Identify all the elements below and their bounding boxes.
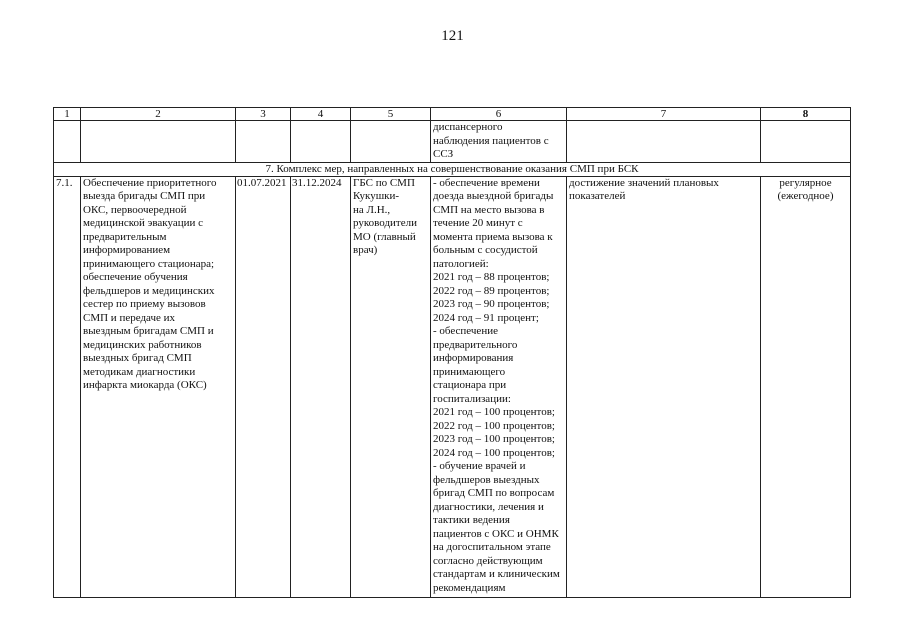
- measure-description: Обеспечение приоритетного выезда бригады СМП при ОКС, первоочередной медицинской эвакуации с предварительным информированием принимающего стационара; обеспечение обучения фельдшеров и медицинских сестер по приему вызовов СМП и передаче их выездным бригадам СМП и медицинских работников выездных бригад СМП методикам диагностики инфаркта миокарда (ОКС): [81, 176, 236, 597]
- indicator: достижение значений плановых показателей: [567, 176, 761, 597]
- table-row-continued: [54, 121, 851, 163]
- header-col-2: 2: [81, 108, 236, 121]
- header-col-3: 3: [236, 108, 291, 121]
- periodicity: регулярное (ежегодное): [761, 176, 851, 597]
- continued-result-cell: диспансерного наблюдения пациентов с ССЗ: [431, 121, 567, 163]
- row-number: 7.1.: [54, 176, 81, 597]
- cell-empty: [567, 121, 761, 163]
- header-col-1: 1: [54, 108, 81, 121]
- table-header-row: [54, 108, 851, 121]
- section-title: 7. Комплекс мер, направленных на совершенствование оказания СМП при БСК: [54, 162, 851, 176]
- responsible-person: ГБС по СМП Кукушки- на Л.Н., руководители МО (главный врач): [351, 176, 431, 597]
- cell-empty: [761, 121, 851, 163]
- header-col-4: 4: [291, 108, 351, 121]
- header-col-7: 7: [567, 108, 761, 121]
- start-date: 01.07.2021: [236, 176, 291, 597]
- cell-empty: [54, 121, 81, 163]
- cell-empty: [236, 121, 291, 163]
- page-number: 121: [441, 28, 464, 44]
- section-row: [54, 162, 851, 176]
- header-col-8: 8: [761, 108, 851, 121]
- header-col-6: 6: [431, 108, 567, 121]
- cell-empty: [351, 121, 431, 163]
- measures-table: [53, 107, 851, 598]
- cell-empty: [291, 121, 351, 163]
- end-date: 31.12.2024: [291, 176, 351, 597]
- expected-result: - обеспечение времени доезда выездной бригады СМП на место вызова в течение 20 минут с момента приема вызова к больным с сосудистой патологией: 2021 год – 88 процентов; 2022 год – 89 процентов; 2023 год – 90 процентов; 2024 год – 91 процент; - обеспечение предварительного информирования принимающего стационара при госпитализации: 2021 год – 100 процентов; 2022 год – 100 процентов; 2023 год – 100 процентов; 2024 год – 100 процентов; - обучение врачей и фельдшеров выездных бригад СМП по вопросам диагностики, лечения и тактики ведения пациентов с ОКС и ОНМК на догоспитальном этапе согласно действующим стандартам и клиническим рекомендациям: [431, 176, 567, 597]
- header-col-5: 5: [351, 108, 431, 121]
- cell-empty: [81, 121, 236, 163]
- table-row: [54, 176, 851, 597]
